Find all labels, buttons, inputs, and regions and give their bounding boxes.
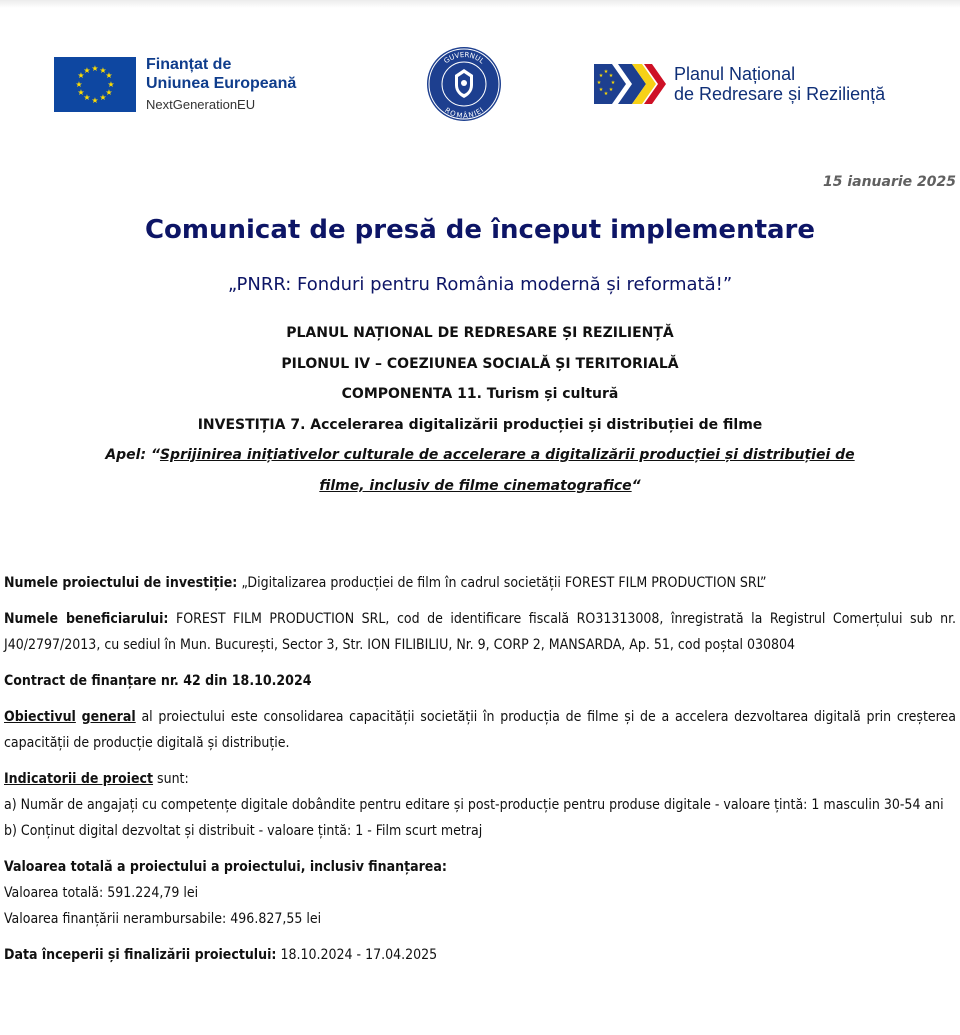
beneficiary-value: FOREST FILM PRODUCTION SRL, cod de identificare fiscală RO31313008, înregistrată la Registrul Comerțului sub nr. J40/2797/2013, cu sediul în Mun. București, Sector 3, Str. ION FILIBILIU, Nr. 9, CORP 2, MANSARDA, Ap. 51, cod poștal 030804 — [4, 611, 956, 653]
svg-text:★: ★ — [77, 88, 85, 97]
page-title: Comunicat de presă de început implementare — [144, 215, 816, 245]
call-title-text: Sprijinirea inițiativelor culturale de accelerare a digitalizării producției și distribuției de filme, inclusiv de filme cinematografice — [159, 447, 855, 494]
svg-text:★: ★ — [91, 64, 99, 73]
svg-text:★: ★ — [608, 87, 614, 93]
press-release-date: 15 ianuarie 2025 — [822, 174, 956, 190]
project-details — [4, 570, 956, 968]
call-prefix: Apel: “ — [105, 447, 160, 463]
svg-text:★: ★ — [105, 88, 113, 97]
svg-text:★: ★ — [598, 87, 604, 93]
seal-text: GUVERNUL — [442, 50, 486, 66]
svg-text:★: ★ — [99, 66, 107, 75]
program-line-plan: PLANUL NAȚIONAL DE REDRESARE ȘI REZILIENȚĂ — [286, 325, 674, 341]
project-name-paragraph — [4, 570, 956, 596]
beneficiary-label: Numele beneficiarului: — [4, 611, 169, 627]
call-suffix: “ — [631, 477, 641, 494]
pnrr-logo-line2: de Redresare și Reziliență — [674, 84, 886, 104]
project-dates-value: 18.10.2024 - 17.04.2025 — [276, 947, 438, 963]
page-subtitle: „PNRR: Fonduri pentru România modernă și reformată!” — [227, 274, 733, 295]
svg-text:★: ★ — [596, 80, 602, 86]
eu-logo-line2: Uniunea Europeană — [146, 75, 297, 92]
government-seal-logo — [425, 45, 503, 123]
program-info — [90, 318, 870, 501]
svg-text:★: ★ — [83, 66, 91, 75]
objective-text: al proiectului este consolidarea capacității societății în producția de filme și de a accelera dezvoltarea digitală prin creșterea capacității de producție digitală și distribuție. — [4, 709, 957, 751]
svg-text:★: ★ — [608, 73, 614, 79]
indicators-heading — [4, 766, 956, 792]
project-name-label: Numele proiectului de investiție: — [4, 575, 238, 591]
project-dates-paragraph — [4, 942, 956, 968]
grant-value: Valoarea finanțării nerambursabile: 496.827,55 lei — [4, 911, 322, 927]
svg-text:★: ★ — [77, 71, 85, 80]
value-heading: Valoarea totală a proiectului a proiectului, inclusiv finanțarea: — [4, 859, 447, 875]
program-line-pilon: PILONUL IV – COEZIUNEA SOCIALĂ ȘI TERITORIALĂ — [281, 355, 679, 372]
seal-text: ROMÂNIEI — [443, 106, 486, 121]
indicators-label: Indicatorii de proiect — [4, 771, 154, 787]
pnrr-arrows-icon — [594, 62, 666, 106]
program-line-investitia: INVESTIȚIA 7. Accelerarea digitalizării producției și distribuției de filme — [197, 416, 763, 433]
svg-text:★: ★ — [105, 71, 113, 80]
top-shadow-bar — [0, 0, 960, 8]
svg-text:★: ★ — [107, 80, 115, 89]
contract-line: Contract de finanțare nr. 42 din 18.10.2024 — [4, 673, 312, 689]
svg-text:★: ★ — [603, 91, 609, 97]
svg-text:★: ★ — [75, 80, 83, 89]
svg-text:★: ★ — [99, 93, 107, 102]
svg-text:★: ★ — [603, 69, 609, 75]
svg-text:★: ★ — [610, 80, 616, 86]
indicator-b: b) Conținut digital dezvoltat și distribuit - valoare țintă: 1 - Film scurt metraj — [4, 823, 483, 839]
call-title — [90, 440, 870, 501]
project-name-value: „Digitalizarea producției de film în cadrul societății FOREST FILM PRODUCTION SRL” — [237, 575, 767, 591]
indicators-suffix: sunt: — [153, 771, 189, 787]
pnrr-logo — [594, 62, 885, 106]
beneficiary-paragraph — [4, 606, 956, 658]
svg-text:★: ★ — [91, 96, 99, 105]
indicator-a: a) Număr de angajați cu competențe digitale dobândite pentru editare și post-producție pentru produse digitale - valoare țintă: 1 masculin 30-54 ani — [4, 797, 944, 813]
project-dates-label: Data începerii și finalizării proiectului: — [4, 947, 277, 963]
eu-flag-icon — [54, 57, 136, 112]
total-value: Valoarea totală: 591.224,79 lei — [4, 885, 199, 901]
svg-text:★: ★ — [598, 73, 604, 79]
eu-logo-line1: Finanțat de — [146, 56, 232, 73]
objective-paragraph — [4, 704, 956, 756]
eu-logo-line3: NextGenerationEU — [146, 97, 256, 112]
eu-funding-logo — [54, 55, 296, 114]
objective-label-1: Obiectivul — [4, 709, 76, 725]
objective-label-2: general — [81, 709, 136, 725]
program-line-componenta: COMPONENTA 11. Turism și cultură — [341, 386, 619, 402]
svg-text:★: ★ — [83, 93, 91, 102]
pnrr-logo-line1: Planul Național — [674, 64, 796, 84]
